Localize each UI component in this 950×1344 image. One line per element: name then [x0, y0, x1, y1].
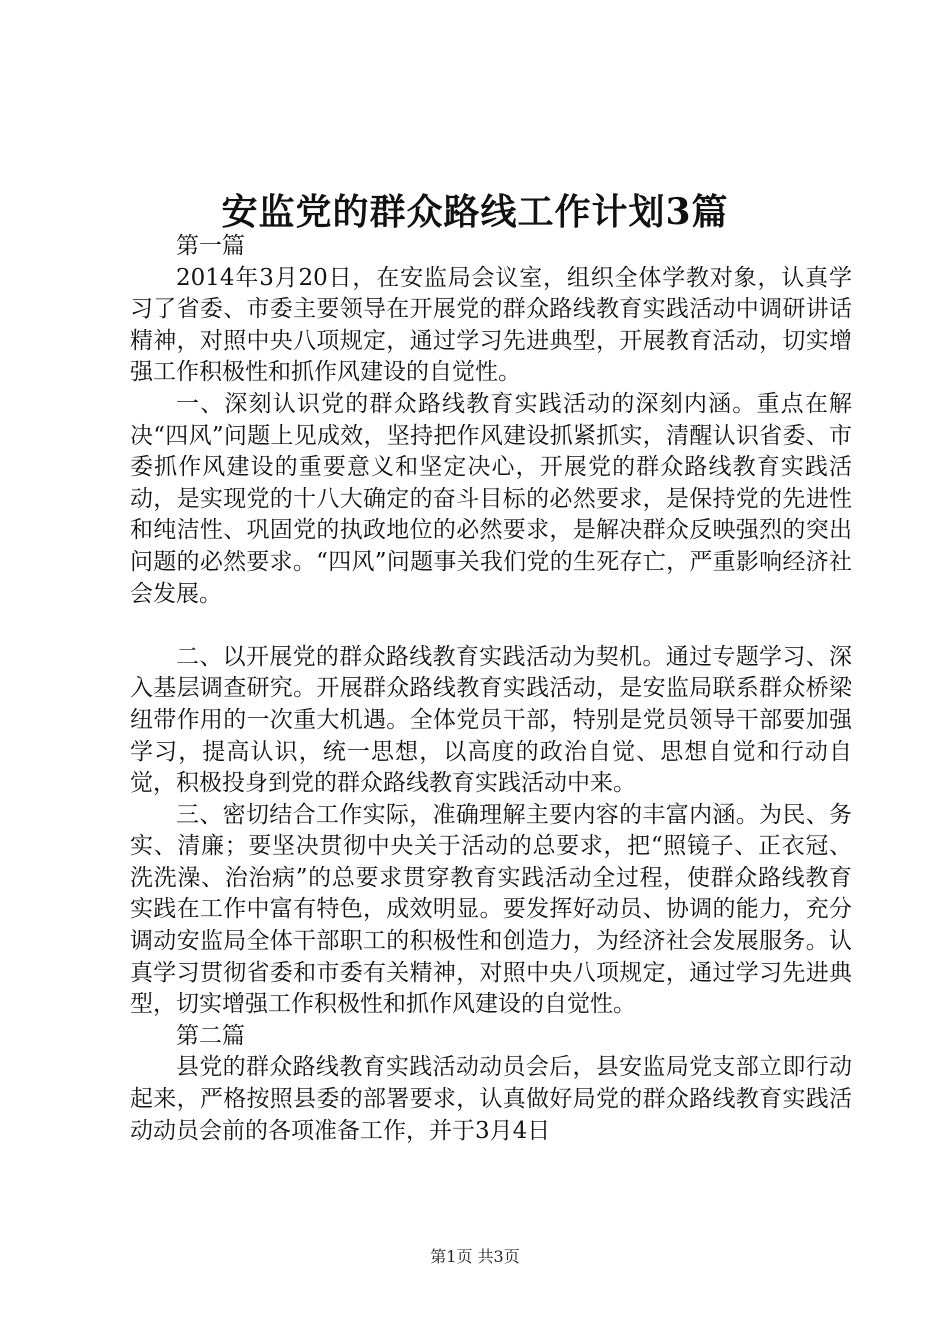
- page-number-footer: 第1页 共3页: [430, 1247, 520, 1266]
- document-title: 安监党的群众路线工作计划3篇: [221, 191, 729, 233]
- paragraph-4: 三、密切结合工作实际，准确理解主要内容的丰富内涵。为民、务实、清廉；要坚决贯彻中央关于活动的总要求，把“照镜子、正衣冠、洗洗澡、治治病”的总要求贯穿教育实践活动全过程，使群众路线教育实践在工作中富有特色，成效明显。要发挥好动员、协调的能力，充分调动安监局全体干部职工的积极性和创造力，为经济社会发展服务。认真学习贯彻省委和市委有关精神，对照中央八项规定，通过学习先进典型，切实增强工作积极性和抓作风建设的自觉性。: [130, 801, 852, 1018]
- section-label-2: 第二篇: [176, 1022, 245, 1049]
- paragraph-3: 二、以开展党的群众路线教育实践活动为契机。通过专题学习、深入基层调查研究。开展群众路线教育实践活动，是安监局联系群众桥梁纽带作用的一次重大机遇。全体党员干部，特别是党员领导干部要加强学习，提高认识，统一思想，以高度的政治自觉、思想自觉和行动自觉，积极投身到党的群众路线教育实践活动中来。: [130, 643, 852, 797]
- paragraph-spacer: [130, 610, 852, 642]
- paragraph-5: 县党的群众路线教育实践活动动员会后，县安监局党支部立即行动起来，严格按照县委的部署要求，认真做好局党的群众路线教育实践活动动员会前的各项准备工作，并于3月4日: [130, 1054, 852, 1144]
- paragraph-2: 一、深刻认识党的群众路线教育实践活动的深刻内涵。重点在解决“四风”问题上见成效，坚持把作风建设抓紧抓实，清醒认识省委、市委抓作风建设的重要意义和坚定决心，开展党的群众路线教育实践活动，是实现党的十八大确定的奋斗目标的必然要求，是保持党的先进性和纯洁性、巩固党的执政地位的必然要求，是解决群众反映强烈的突出问题的必然要求。“四风”问题事关我们党的生死存亡，严重影响经济社会发展。: [130, 390, 852, 607]
- document-body: [130, 231, 852, 1147]
- section-label-1: 第一篇: [176, 233, 245, 259]
- paragraph-1: 2014年3月20日，在安监局会议室，组织全体学教对象，认真学习了省委、市委主要领导在开展党的群众路线教育实践活动中调研讲话精神，对照中央八项规定，通过学习先进典型，开展教育活动，切实增强工作积极性和抓作风建设的自觉性。: [130, 264, 852, 386]
